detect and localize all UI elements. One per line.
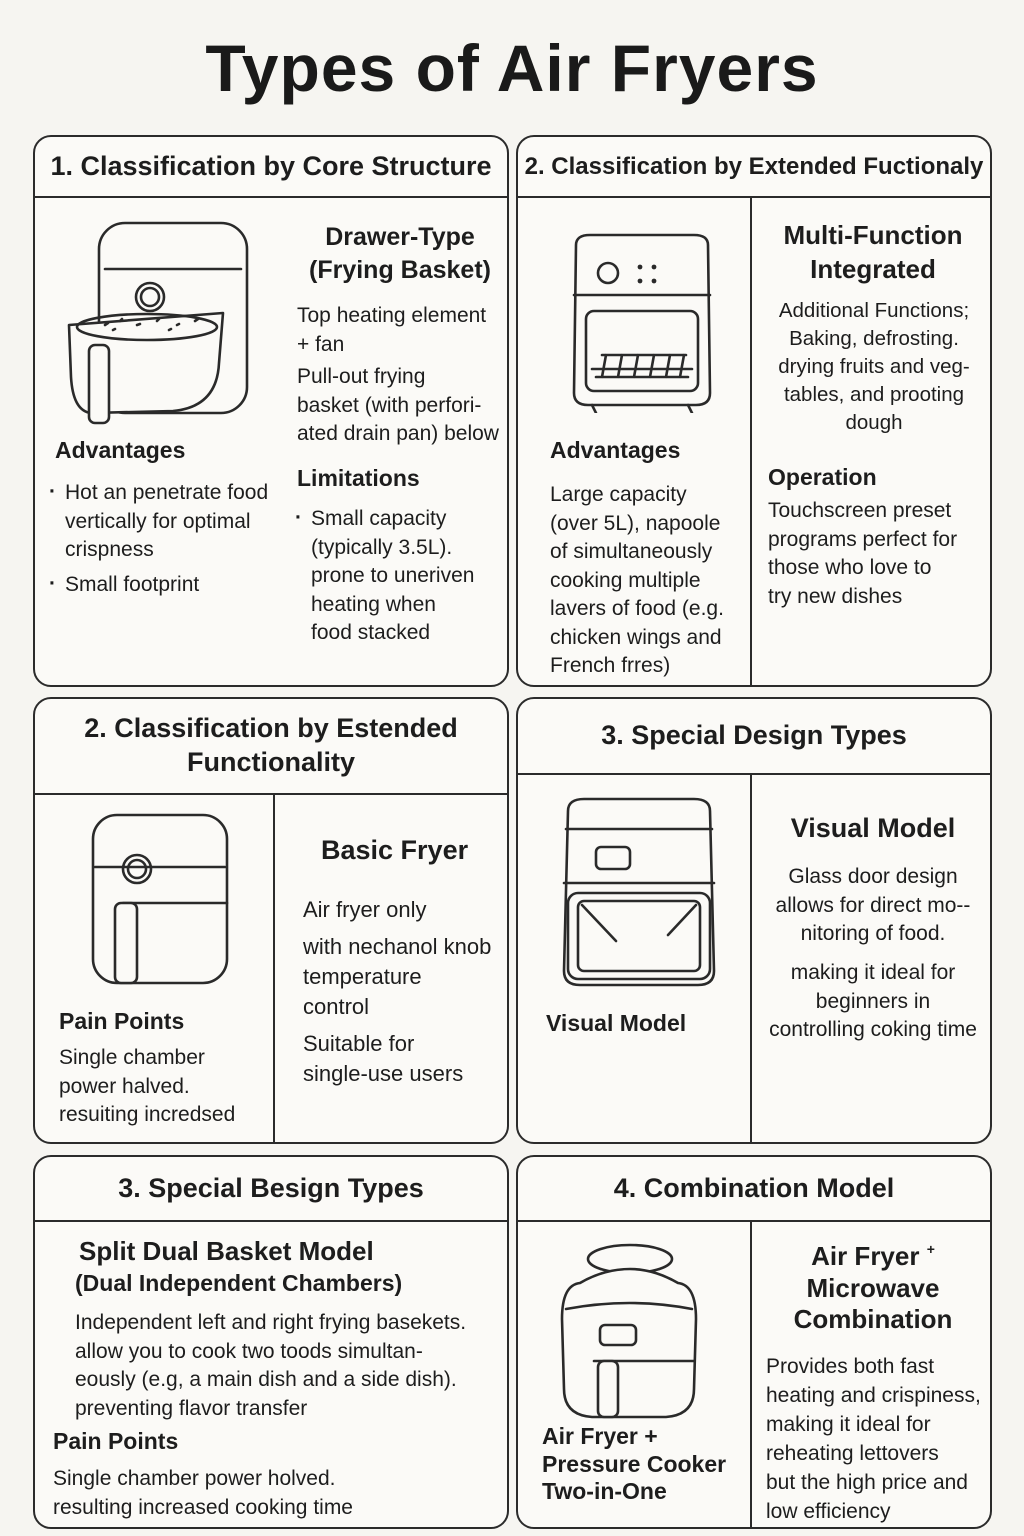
type-name: Drawer-Type (Frying Basket): [309, 223, 491, 284]
divider: [273, 795, 275, 1142]
card-visual-model: [516, 697, 992, 1144]
operation-label: Operation: [768, 464, 877, 490]
image-label: Visual Model: [546, 1010, 687, 1036]
type-description: Provides both fast heating and crispiness, making it ideal for reheating lettovers but the high price and low efficiency: [766, 1355, 981, 1523]
functions-description: Additional Functions; Baking, defrosting. drying fruits and veg- tables, and prooting dough: [778, 299, 970, 434]
pain-points-description: Single chamber power halved. resuiting incredsed: [59, 1046, 236, 1127]
limitation-item: · Small capacity (typically 3.5L). prone to uneriven heating when food stacked: [297, 505, 509, 648]
card-extended-functionality: [516, 135, 992, 687]
advantages-label: Advantages: [55, 437, 186, 463]
advantages-list: [51, 479, 287, 599]
card-basic-fryer: [33, 697, 509, 1144]
type-description-1: Top heating element + fan: [297, 304, 487, 356]
drawer-air-fryer-icon: [65, 217, 265, 427]
card-heading: 3. Special Besign Types: [35, 1157, 507, 1222]
basic-air-fryer-icon: [85, 811, 235, 991]
type-description-1: Glass door design allows for direct mo-- nitoring of food.: [775, 865, 971, 946]
advantages-label: Advantages: [550, 437, 681, 463]
card-heading: 1. Classification by Core Structure: [35, 137, 507, 198]
card-heading: 3. Special Design Types: [518, 699, 990, 775]
type-name: Split Dual Basket Model (Dual Independent Chambers): [75, 1236, 403, 1296]
pressure-cooker-air-fryer-icon: [554, 1239, 704, 1423]
type-name: Multi-Function Integrated: [783, 220, 963, 284]
type-description-3: Suitable for single-use users: [303, 1031, 464, 1086]
limitations-label: Limitations: [297, 465, 420, 491]
type-name: Air Fryer + Microwave Combination: [793, 1241, 953, 1335]
type-description: Independent left and right frying basekets. allow you to cook two toods simultan- eously (e.g, a main dish and a side dish). preventing flavor transfer: [75, 1311, 467, 1420]
card-dual-basket: [33, 1155, 509, 1529]
type-description-1: Air fryer only: [303, 897, 427, 922]
pain-points-description: Single chamber power holved. resulting increased cooking time: [53, 1467, 353, 1519]
type-name: Basic Fryer: [321, 835, 469, 865]
card-heading: 2. Classification by Extended Fuctionaly: [518, 137, 990, 198]
type-description-2: Pull-out frying basket (with perfori- ated drain pan) below: [297, 365, 499, 446]
card-combination-model: [516, 1155, 992, 1529]
divider: [750, 198, 752, 685]
limitations-list: [297, 505, 509, 648]
advantages-description: Large capacity (over 5L), napoole of simultaneously cooking multiple lavers of food (e.g. chicken wings and French frres): [550, 483, 724, 678]
advantage-item: · Hot an penetrate food vertically for optimal crispness: [51, 479, 287, 565]
card-core-structure: [33, 135, 509, 687]
left-model-name: Air Fryer + Pressure Cooker Two-in-One: [542, 1423, 727, 1505]
multifunction-air-fryer-icon: [562, 233, 722, 413]
operation-description: Touchscreen preset programs perfect for those who love to try new dishes: [768, 499, 958, 608]
type-description-2: making it ideal for beginners in controlling coking time: [769, 961, 977, 1042]
visual-air-fryer-icon: [556, 795, 722, 991]
divider: [750, 1222, 752, 1527]
type-description-2: with nechanol knob temperature control: [303, 934, 492, 1019]
card-heading: 4. Combination Model: [518, 1157, 990, 1222]
divider: [750, 775, 752, 1142]
type-name: Visual Model: [790, 813, 956, 843]
pain-points-label: Pain Points: [59, 1008, 185, 1034]
card-heading: 2. Classification by Estended Functionality: [35, 699, 507, 795]
advantage-item: · Small footprint: [51, 571, 287, 600]
pain-points-label: Pain Points: [53, 1428, 179, 1454]
page-title: Types of Air Fryers: [205, 31, 819, 105]
